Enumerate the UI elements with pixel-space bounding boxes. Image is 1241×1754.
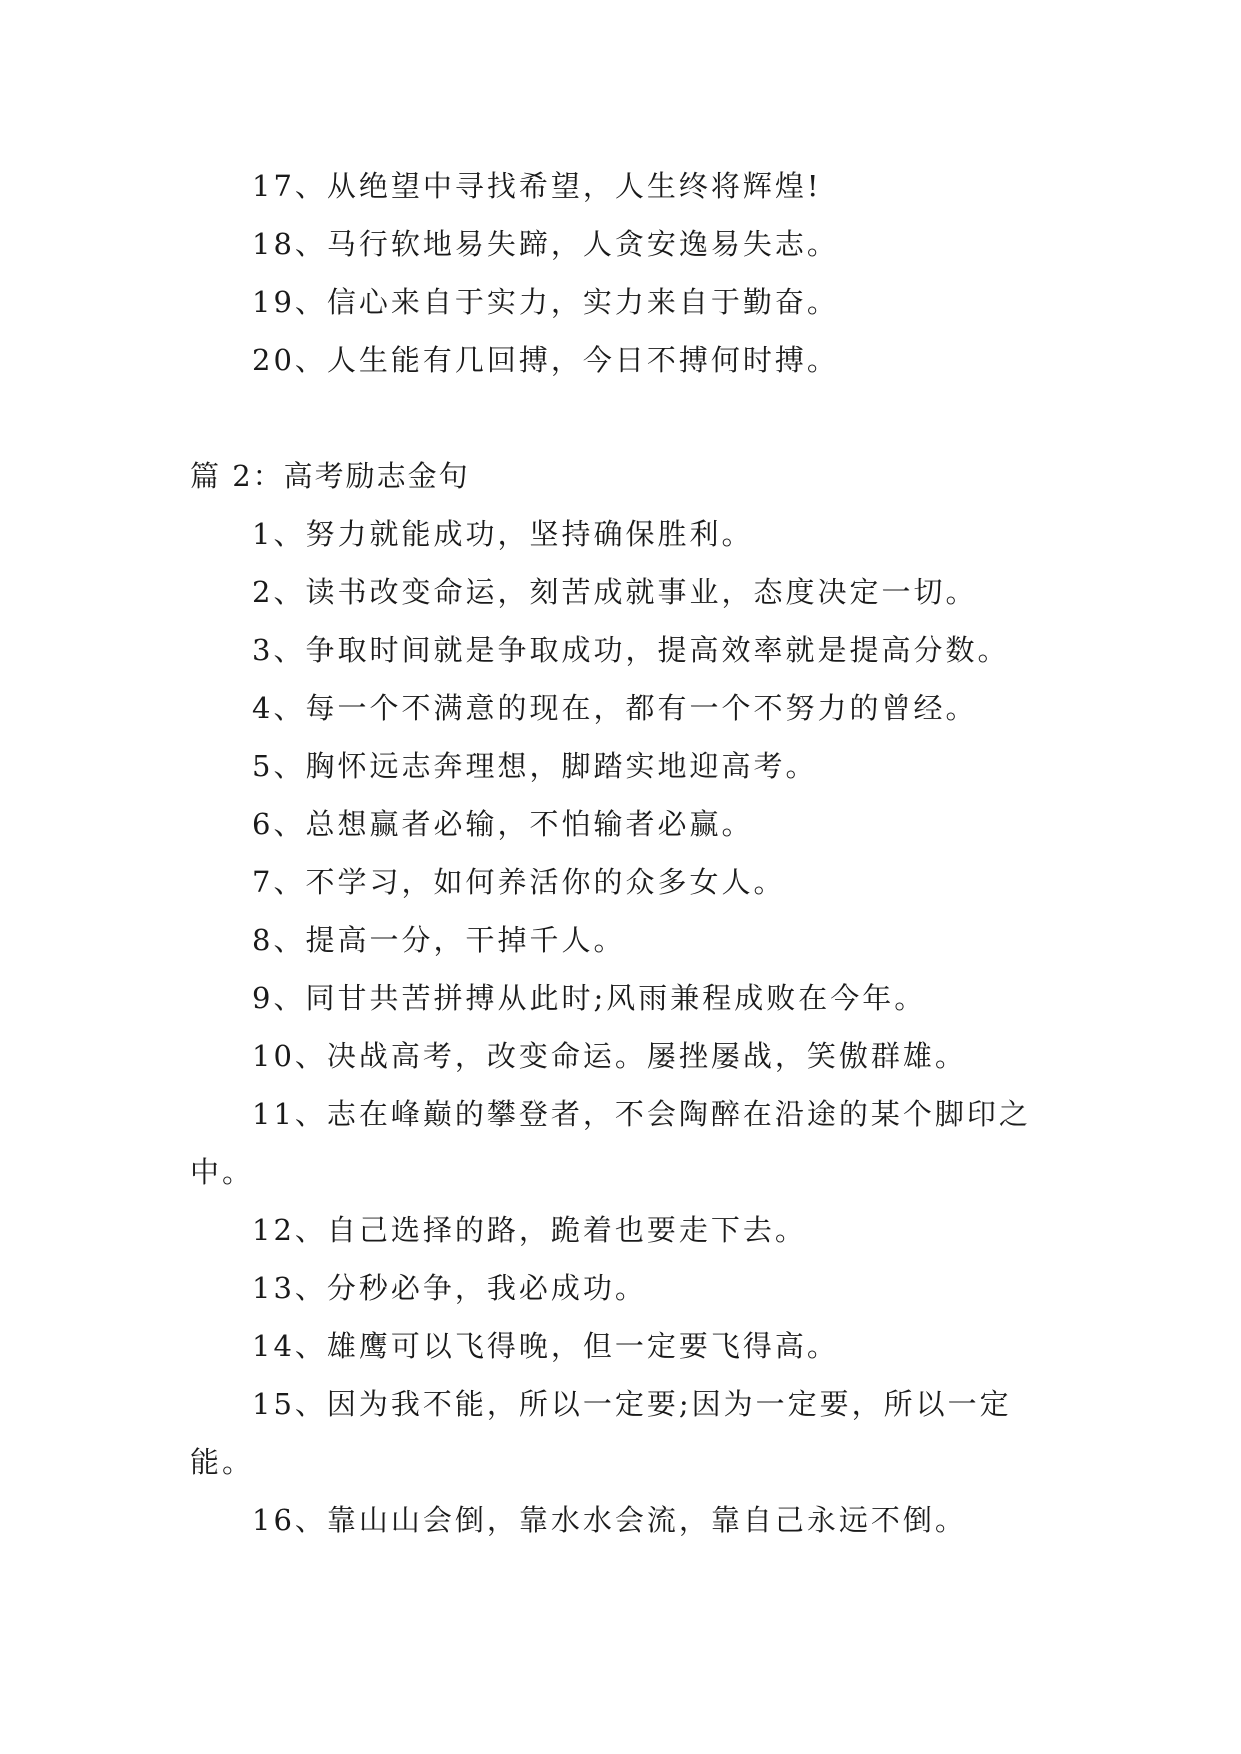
list-item: 1、努力就能成功，坚持确保胜利。 bbox=[252, 517, 754, 551]
list-item: 7、不学习，如何养活你的众多女人。 bbox=[252, 865, 786, 899]
list-item-continuation: 能。 bbox=[190, 1445, 255, 1479]
list-item: 8、提高一分，干掉千人。 bbox=[252, 923, 626, 957]
list-item: 5、胸怀远志奔理想，脚踏实地迎高考。 bbox=[252, 749, 818, 783]
list-item: 10、决战高考，改变命运。屡挫屡战，笑傲群雄。 bbox=[252, 1039, 967, 1073]
list-item: 4、每一个不满意的现在，都有一个不努力的曾经。 bbox=[252, 691, 978, 725]
list-item: 20、人生能有几回搏，今日不搏何时搏。 bbox=[252, 343, 839, 377]
list-item: 9、同甘共苦拼搏从此时;风雨兼程成败在今年。 bbox=[252, 981, 927, 1015]
document-body bbox=[190, 157, 1060, 1549]
list-item: 14、雄鹰可以飞得晚，但一定要飞得高。 bbox=[252, 1329, 839, 1363]
section-heading: 篇 2：高考励志金句 bbox=[190, 459, 470, 493]
list-item: 19、信心来自于实力，实力来自于勤奋。 bbox=[252, 285, 839, 319]
list-item: 12、自己选择的路，跪着也要走下去。 bbox=[252, 1213, 807, 1247]
list-item: 11、志在峰巅的攀登者，不会陶醉在沿途的某个脚印之 bbox=[252, 1097, 1031, 1131]
list-item: 17、从绝望中寻找希望，人生终将辉煌! bbox=[252, 169, 822, 203]
list-item-continuation: 中。 bbox=[190, 1155, 255, 1189]
section-spacer bbox=[190, 389, 1060, 447]
list-item: 16、靠山山会倒，靠水水会流，靠自己永远不倒。 bbox=[252, 1503, 967, 1537]
list-item: 6、总想赢者必输，不怕输者必赢。 bbox=[252, 807, 754, 841]
list-item: 18、马行软地易失蹄，人贪安逸易失志。 bbox=[252, 227, 839, 261]
list-item: 13、分秒必争，我必成功。 bbox=[252, 1271, 647, 1305]
list-item: 3、争取时间就是争取成功，提高效率就是提高分数。 bbox=[252, 633, 1010, 667]
list-item: 2、读书改变命运，刻苦成就事业，态度决定一切。 bbox=[252, 575, 978, 609]
list-item: 15、因为我不能，所以一定要;因为一定要，所以一定 bbox=[252, 1387, 1012, 1421]
